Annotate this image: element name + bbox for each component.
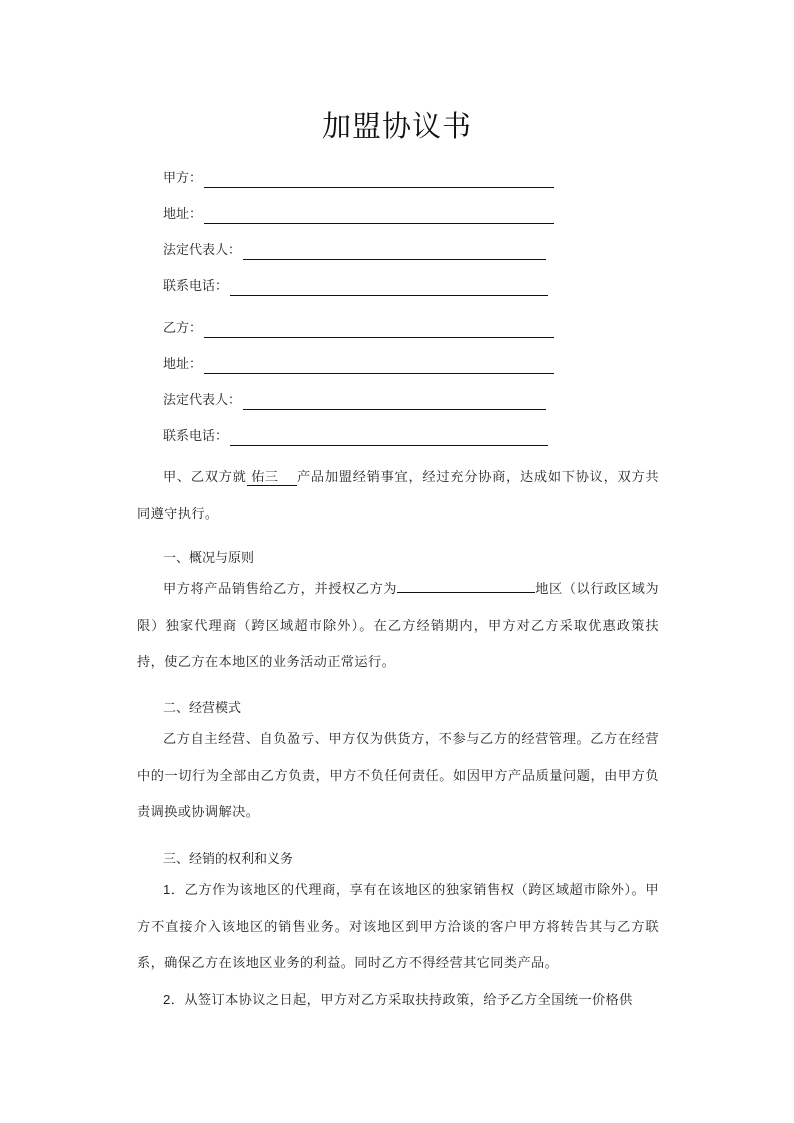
section-2-paragraph: 乙方自主经营、自负盈亏、甲方仅为供货方，不参与乙方的经营管理。乙方在经营中的一切行为全部由乙方负责，甲方不负任何责任。如因甲方产品质量问题，由甲方负责调换或协调解决。 <box>137 732 659 820</box>
party-b-name-blank[interactable] <box>204 323 554 338</box>
party-a-phone-blank[interactable] <box>230 281 548 296</box>
item-text: 乙方作为该地区的代理商，享有在该地区的独家销售权（跨区域超市除外）。甲方不直接介入该地区的销售业务。对该地区到甲方洽谈的客户甲方将转告其与乙方联系，确保乙方在该地区业务的利益。同时乙方不得经营其它同类产品。 <box>137 883 659 971</box>
field-label: 甲方： <box>163 171 203 186</box>
party-a-address-field <box>163 204 554 224</box>
field-label: 联系电话： <box>163 429 229 444</box>
party-b-address-field <box>163 354 554 374</box>
document-title: 加盟协议书 <box>321 109 472 143</box>
field-label: 乙方： <box>163 321 203 336</box>
field-label: 法定代表人： <box>163 393 242 408</box>
party-a-legal-rep-blank[interactable] <box>243 245 546 260</box>
party-b-legal-rep-blank[interactable] <box>243 395 546 410</box>
party-b-name-field <box>163 318 554 338</box>
product-name-blank[interactable]: 佑三 <box>247 471 297 486</box>
intro-text-after: 产品加盟经销事宜，经过充分协商，达成如下协议，双方共同遵守执行。 <box>137 470 659 522</box>
party-b-phone-blank[interactable] <box>230 431 548 446</box>
party-a-address-blank[interactable] <box>204 209 554 224</box>
field-label: 联系电话： <box>163 279 229 294</box>
section-1-text-before: 甲方将产品销售给乙方，并授权乙方为 <box>163 582 398 597</box>
section-1-text-after: 地区（以行政区域为限）独家代理商（跨区域超市除外）。在乙方经销期内，甲方对乙方采取优惠政策扶持，使乙方在本地区的业务活动正常运行。 <box>137 582 659 670</box>
field-label: 地址： <box>163 207 203 222</box>
party-a-name-blank[interactable] <box>204 173 554 188</box>
section-3-heading: 三、经销的权利和义务 <box>163 852 294 867</box>
region-blank[interactable] <box>397 592 535 593</box>
field-label: 地址： <box>163 357 203 372</box>
party-a-phone-field <box>163 276 548 296</box>
party-b-address-blank[interactable] <box>204 359 554 374</box>
item-number: 2． <box>163 992 185 1007</box>
intro-text-before: 甲、乙双方就 <box>163 470 247 485</box>
item-text: 从签订本协议之日起，甲方对乙方采取扶持政策，给予乙方全国统一价格供 <box>184 993 633 1008</box>
section-1-heading: 一、概况与原则 <box>163 551 255 566</box>
party-a-legal-rep-field <box>163 240 546 260</box>
section-3-item-1 <box>137 872 659 983</box>
party-a-name-field <box>163 168 554 188</box>
party-b-phone-field <box>163 426 548 446</box>
section-2-heading: 二、经营模式 <box>163 701 242 716</box>
field-label: 法定代表人： <box>163 243 242 258</box>
section-3-item-2 <box>137 982 659 1020</box>
item-number: 1． <box>163 882 185 897</box>
party-b-legal-rep-field <box>163 390 546 410</box>
intro-paragraph <box>137 460 659 533</box>
section-1-paragraph <box>137 572 659 682</box>
